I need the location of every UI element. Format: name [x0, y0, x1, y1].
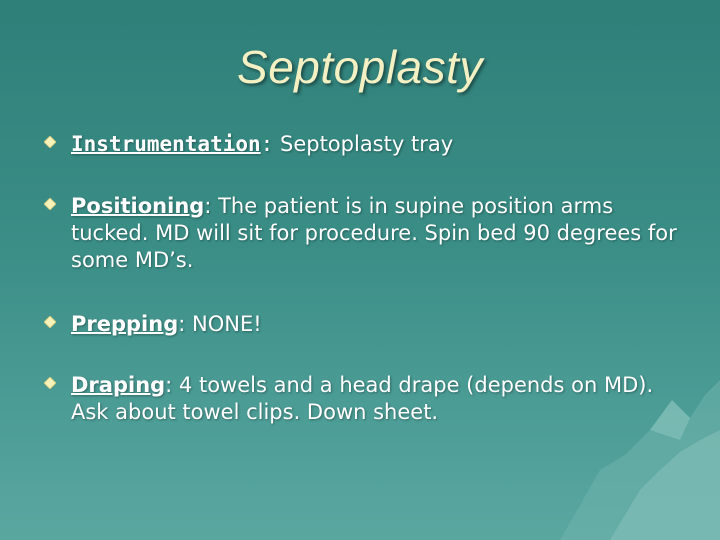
- slide-title: Septoplasty: [237, 41, 483, 93]
- bullet-term: Draping: [71, 373, 166, 397]
- diamond-bullet-icon: [44, 377, 56, 389]
- bullet-text: [71, 311, 681, 338]
- bullet-description: 4 towels and a head drape (depends on MD). Ask about towel clips. Down sheet.: [71, 373, 654, 424]
- bullet-separator: :: [165, 373, 173, 397]
- bullet-separator: :: [204, 194, 212, 218]
- bullet-text: [71, 193, 681, 274]
- bullet-term: Prepping: [71, 312, 179, 336]
- diamond-bullet-icon: [44, 316, 56, 328]
- diamond-bullet-icon: [44, 198, 56, 210]
- bullet-term: Instrumentation: [71, 132, 261, 156]
- bullet-term: Positioning: [71, 194, 205, 218]
- bullet-text: [71, 372, 681, 426]
- bullet-separator: :: [260, 132, 274, 156]
- bullet-description: Septoplasty tray: [273, 132, 454, 156]
- bullet-separator: :: [178, 312, 186, 336]
- bullet-description: NONE!: [185, 312, 262, 336]
- bullet-description: The patient is in supine position arms tucked. MD will sit for procedure. Spin bed 90 degrees for some MD’s.: [71, 194, 677, 272]
- bullet-text: [71, 131, 681, 158]
- diamond-bullet-icon: [44, 136, 56, 148]
